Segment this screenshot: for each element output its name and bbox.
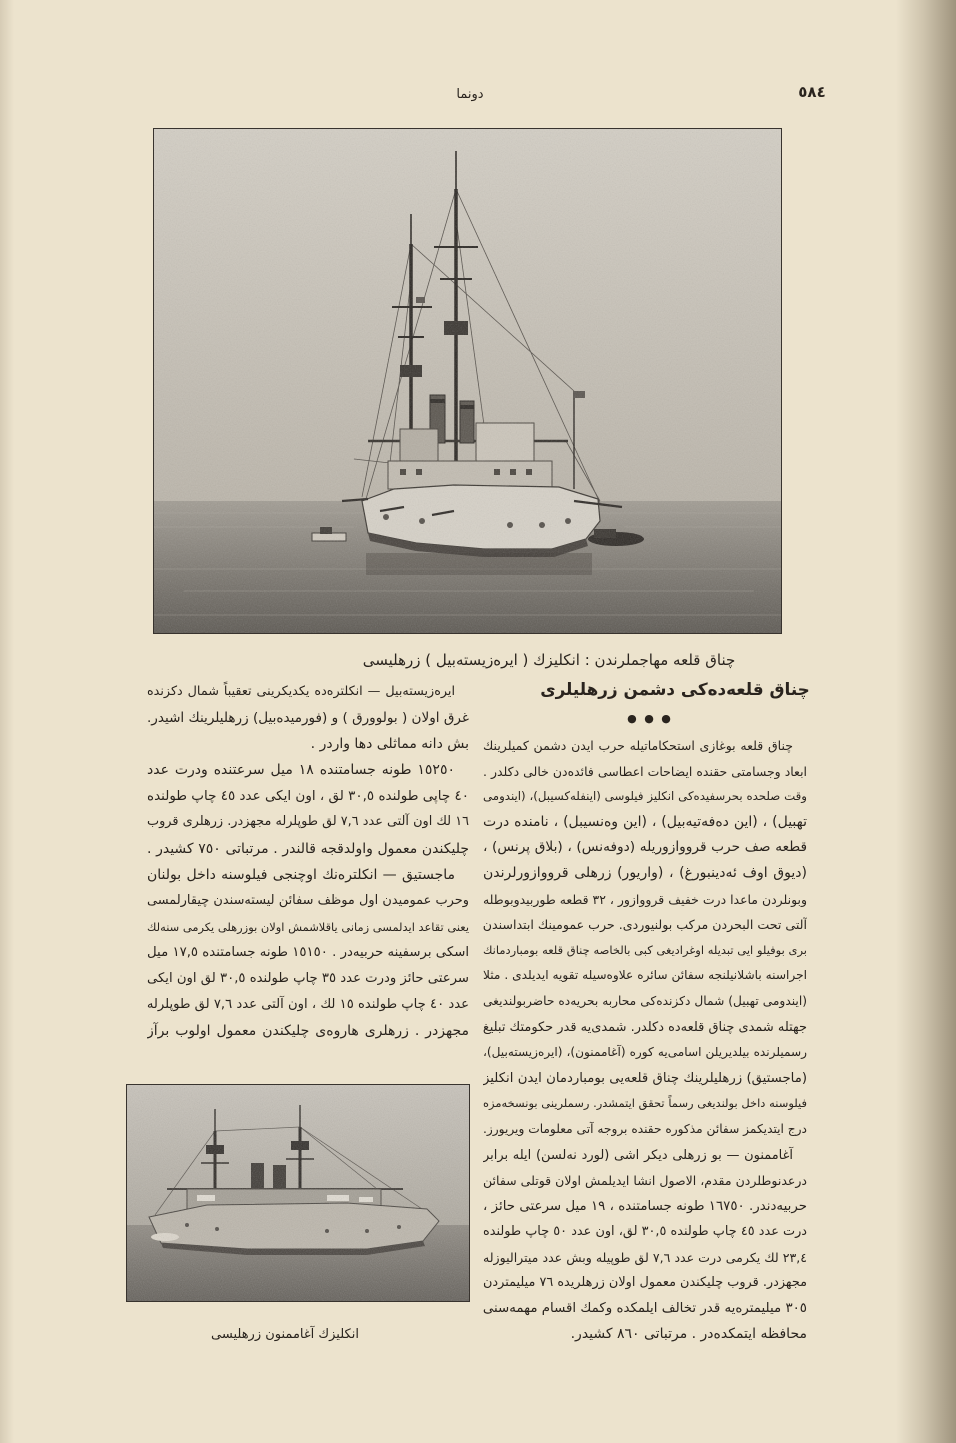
left-column-line: ١٦ لك اون آلتی عدد ٧,٦ لق طوپلرله مجهزدر. زرهلری قروب: [147, 814, 469, 830]
right-column-line: مجهزدر. قروب چلیكندن معمول اولان زرهلریده ٧٦ میلیمتردن: [483, 1275, 807, 1291]
right-column-line: ابعاد وجسامتی حقنده ایضاحات اعطاسی فائده‌دن خالی دكلدر .: [483, 763, 807, 779]
right-column-line: قطعه صف حرب قرووازوریله (دوفه‌نس) ، (بلاق پرنس) ،: [483, 839, 807, 856]
right-column-line: درعدنوطلردن مقدم، الاصول انشا ایدیلمش اولان قوتلی سفائن: [483, 1173, 807, 1189]
right-column-line: حربیه‌دندر. ١٦٧٥٠ طونه جسامتنده ، ١٩ میل سرعتی حائز ،: [483, 1198, 807, 1214]
figure-caption-irresistible: چناق قلعه مهاجملرندن : انكلیزك ( ایره‌زیسته‌بیل ) زرهلیسی: [362, 651, 736, 669]
figure-caption-agamemnon: انكلیزك آغاممنون زرهلیسی: [211, 1327, 359, 1342]
left-column-line: وحرب عمومیدن اول موظف سفائن لیسته‌سندن چیقارلمسی: [147, 892, 469, 908]
right-column-line: آغاممنون — بو زرهلی دیكر اشی (لورد نه‌لسن) ایله برابر: [483, 1147, 793, 1163]
photo-battleship-agamemnon: [126, 1084, 470, 1302]
battleship-photo-1: [154, 129, 781, 633]
right-column-line: (ماجستیق) زرهلیلرینك چناق قلعه‌یی بومباردمان ایدن انكلیز: [483, 1070, 807, 1086]
article-heading: چناق قلعه‌ده‌كی دشمن زرهلیلری: [540, 679, 810, 699]
binding-shadow: [896, 0, 956, 1443]
left-column-line: ماجستیق — انكلتره‌نك اوچنجی فیلوسنه داخل بولنان: [147, 866, 455, 883]
left-column-line: چلیكندن معمول واولدقجه قالندر . مرتباتی ٧٥٠ كشیدر .: [147, 840, 469, 857]
right-column-line: محافظه ایتمكده‌در . مرتباتی ٨٦٠ كشیدر.: [570, 1325, 807, 1342]
right-column-line: رسمیلرنده بیلدیریلن اسامی‌یه كوره (آغاممنون)، (ایره‌زیسته‌بیل)،: [483, 1045, 807, 1060]
left-column-line: اسكی برسفینه حربیه‌در . ١٥١٥٠ طونه جسامتنده ١٧,٥ میل: [147, 944, 469, 960]
left-column-line: ایره‌زیسته‌بیل — انكلتره‌ده یكدیكرینی تعقیباً شمال دكزنده: [147, 684, 455, 699]
right-column-line: جهتله شمدی چناق قلعه‌ده دكلدر. شمدی‌یه قدر حكومتك تبلیغ: [483, 1019, 807, 1035]
right-column-line: آلتی تحت البحردن مركب بولنیوردی. حرب عمومینك ابتداسندن: [483, 917, 807, 933]
right-column-line: درت عدد ٤٥ چاپ طولنده ٣٠,٥ لق، اون عدد ٥٠ چاپ طولنده: [483, 1224, 807, 1240]
left-column-line: بش دانه مماثلی دها واردر .: [310, 736, 469, 753]
battleship-photo-2: [127, 1085, 469, 1301]
page-number: ٥٨٤: [798, 83, 826, 101]
right-column-line: وقت صلحده بحرسفیده‌كی انكلیز فیلوسی (اینفله‌كسیبل)، (ایندومی: [483, 789, 807, 804]
right-column-line: تهبیل) ، (این ده‌فه‌تیه‌بیل) ، (این وه‌نسیبل) ، نامنده درت: [483, 813, 807, 830]
page-edge-shading: [0, 0, 14, 1443]
right-column-line: وبونلردن ماعدا درت خفیف قرووازور ، ٣٢ قطعه طوربیدوبوطله: [483, 891, 807, 907]
right-column-line: بری بوفیلو ایی تبدیله اوغرادیغی كبی بالخاصه چناق قلعه بومباردمانك: [483, 942, 807, 957]
running-title: دونما: [456, 87, 484, 102]
left-column-line: غرق اولان ( بولوورق ) و (فورمیده‌بیل) زرهلیلرینك اشیدر.: [147, 710, 469, 727]
ornament-dots: ● ● ●: [627, 712, 673, 725]
article-column-right: [483, 733, 807, 1347]
right-column-line: درج ایتدیكمز سفائن مذكوره حقنده بروجه آتی معلومات ویریورز.: [483, 1121, 807, 1136]
left-column-line: مجهزدر . زرهلری هاروه‌ی چلیكندن معمول اولوب برآز: [147, 1023, 469, 1040]
photo-battleship-irresistible: [153, 128, 782, 634]
right-column-line: چناق قلعه بوغازی استحكاماتیله حرب ایدن دشمن كمیلرینك: [483, 738, 793, 753]
right-column-line: اجراسنه باشلانیلنجه سفائن سائره علاوه‌سیله تقویه ایدیلدی . مثلا: [483, 968, 807, 983]
left-column-line: ١٥٢٥٠ طونه جسامتنده ١٨ میل سرعتنده ودرت عدد: [147, 762, 455, 779]
left-column-line: یعنی تقاعد ایدلمسی زمانی یاقلاشمش اولان بوزرهلی یكرمی سنه‌لك: [147, 919, 469, 934]
right-column-line: (ایندومی تهبیل) شمال دكزنده‌كی محاربه بحریه‌ده حاضربولندیغی: [483, 993, 807, 1008]
right-column-line: (دیوق اوف ئه‌دینبورغ) ، (واریور) زرهلی قرووازورلرندن: [483, 864, 807, 881]
left-column-line: ٤٠ چاپی طولنده ٣٠,٥ لق ، اون ایكی عدد ٤٥ چاپ طولنده: [147, 788, 469, 805]
left-column-line: سرعتی حائز ودرت عدد ٣٥ چاپ طولنده ٣٠,٥ لق اون ایكی: [147, 971, 469, 987]
article-column-left: [147, 679, 469, 1044]
left-column-line: عدد ٤٠ چاپ طولنده ١٥ لك ، اون آلتی عدد ٧,٦ لق طوپلرله: [147, 997, 469, 1013]
right-column-line: ٣٠٥ میلیمتره‌یه قدر تخالف ایلمكده وكمك اقسام مهمه‌سنی: [483, 1301, 807, 1317]
right-column-line: فیلوسنه داخل بولندیغی رسماً تحقق ایتمشدر. رسملرینی بونسخه‌مزه: [483, 1096, 807, 1111]
right-column-line: ٢٣,٤ لك یكرمی درت عدد ٧,٦ لق طوپیله وبش عدد میترالیوزله: [483, 1249, 807, 1265]
